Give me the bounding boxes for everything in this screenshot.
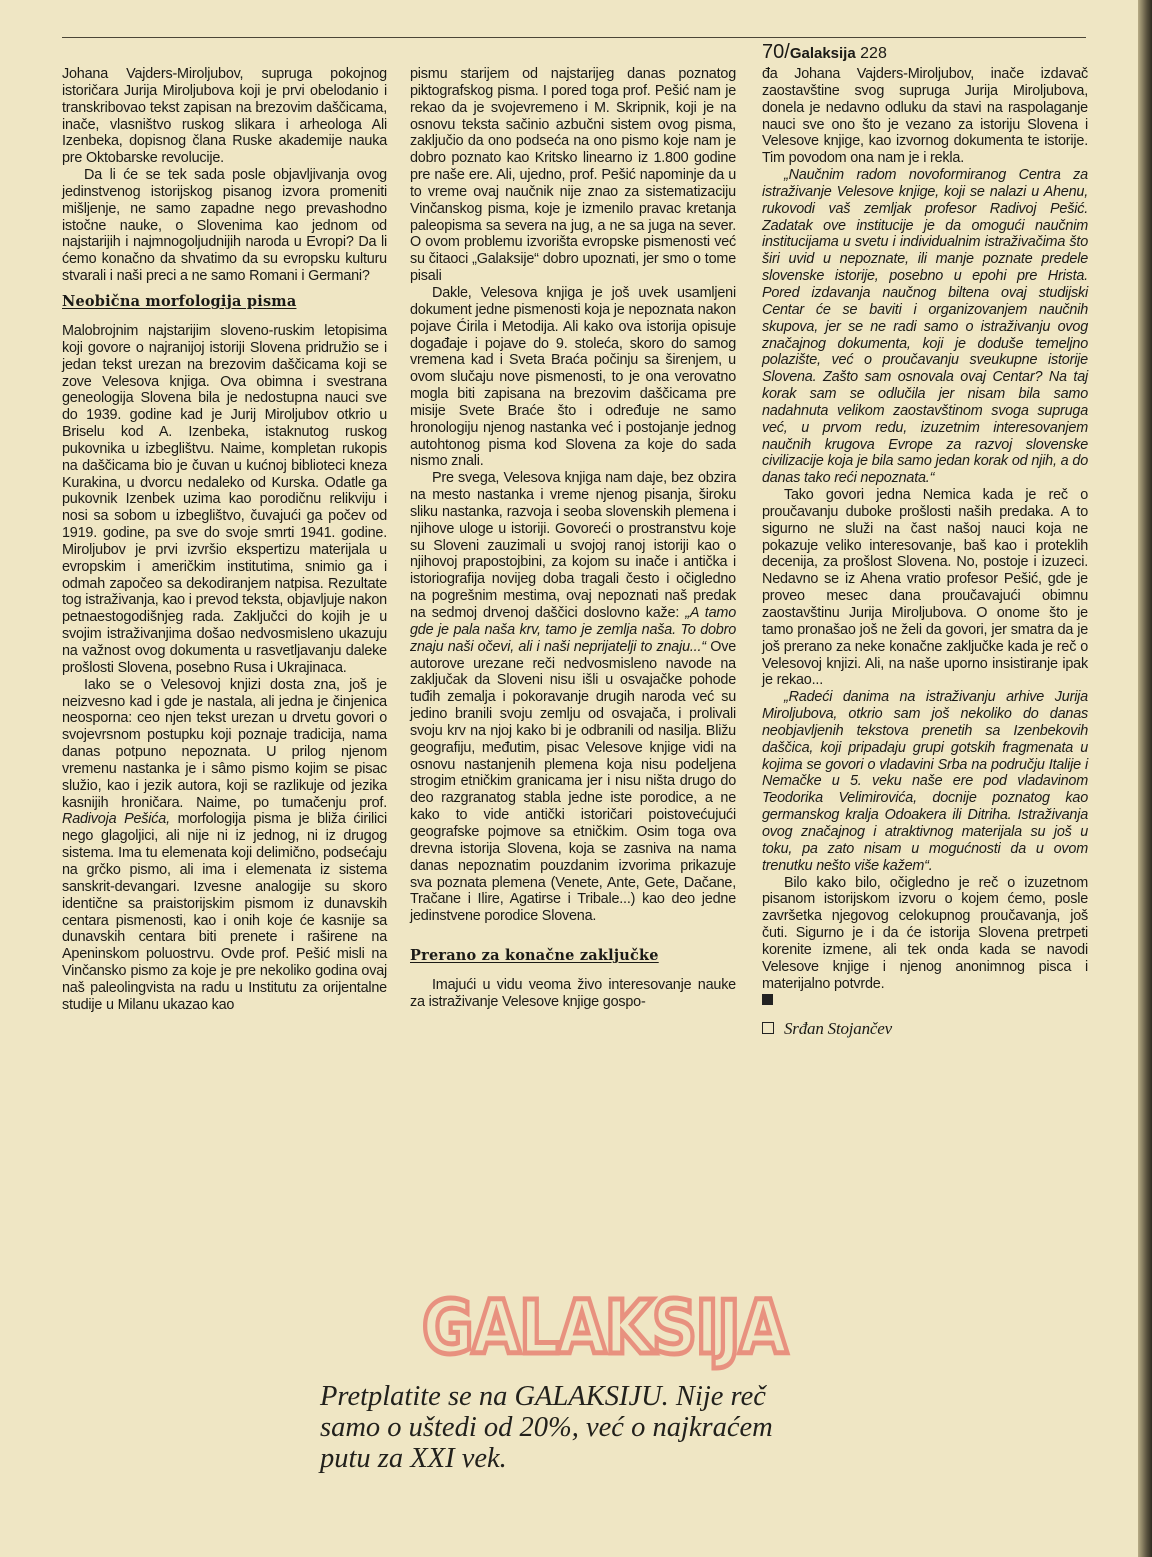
text-run: morfologija pisma je bliža ćirilici nego glagoljici, ali nije ni iz jednog, ni iz drugog sistema. Ima tu elemenata koji delimično, podsećaju na grčko pismo, ali ima i elemenata iz sistema sanskrit-devangari. Izvesne analogije su skoro identične sa praistorijskim pismom iz dunavskih centara pismenosti, kao i onih koje će kasnije sa dunavskih centara biti prenete i raširene na Apeninskom poluostrvu. Ovde prof. Pešić misli na Vinčansko pismo za koje je pre nekoliko godina ovaj naš paleolingvista na radu u Institutu za orijentalne studije u Milanu ukazao kao — [62, 811, 387, 1013]
text-run: Bilo kako bilo, očigledno je reč o izuzetnom pisanom istorijskom izvoru o kojem ćemo, posle završetka njegovog celokupnog proučavanja, još čuti. Sigurno je i da će istorija Slovena pretrpeti korenite izmene, ali tek onda kada se navodi Velesove knjige i njenog anonimnog pisca i materijalno potvrde. — [762, 874, 1088, 992]
section-heading: Neobična morfologija pisma — [62, 292, 297, 310]
paragraph: Tako govori jedna Nemica kada je reč o proučavanju duboke prošlosti naših predaka. A to sigurno ne služi na čast našoj nauci koja ne pokazuje veliko interesovanje, baš kao i proteklih decenija, za prošlost Slovena. No, postoje i izuzeci. Nedavno se iz Ahena vratio profesor Pešić, gde je proveo mesec dana proučavajući obimnu zaostavštinu Jurija Miroljubova. O onome što je tamo pronašao još ne želi da govori, jer smatra da je još prerano za neke konačne zaključke kada je reč o Velesovoj knjizi. Ali, na naše uporno insistiranje ipak je rekao... — [762, 487, 1088, 689]
galaksija-logo — [418, 1285, 790, 1371]
promo-line: putu za XXI vek. — [320, 1443, 507, 1474]
author-name: Srđan Stojančev — [784, 1019, 892, 1039]
paragraph — [62, 677, 387, 1014]
article-column-3 — [762, 66, 1088, 1039]
promo-line: Pretplatite se na GALAKSIJU. Nije reč — [320, 1381, 766, 1412]
paragraph — [762, 167, 1088, 487]
end-of-article-mark — [762, 994, 773, 1005]
subscription-promo — [320, 1381, 840, 1474]
article-column-2 — [410, 66, 736, 1011]
paragraph — [762, 875, 1088, 1010]
page-number: 70/ — [762, 41, 790, 63]
quote: „Radeći danima na istraživanju arhive Jurija Miroljubova, otkrio sam još nekoliko do danas neobjavljenih tekstova prenetih sa Izenbekovih daščica, koji pripadaju grupi gotskih fragmenata u kojima se govori o vladavini Srba na području Italije i Nemačke u 5. veku naše ere pod vladavinom Teodorika Velimirovića, docnije poznatog kao germanskog kralja Odoakera ili Ditriha. Istraživanja ovog značajnog i atraktivnog materijala su još u toku, pa zato nisam u mogućnosti da u ovom trenutku nešto više kažem“. — [762, 689, 1088, 874]
paragraph: Dakle, Velesova knjiga je još uvek usamljeni dokument jedne pismenosti koja je nepoznata nakon pojave Ćirila i Metodija. Ali kako ova istorija opisuje događaje i pojave do 9. stoleća, skoro do samog vremena kad i Sveta Braća počinju sa širenjem, u ovom slučaju nove pismenosti, to je ona verovatno mogla biti zapisana na brezovim daščicama pre misije Svete Braće što i određuje ne samo hronologiju njenog nastanka već i postojanje jednog autohtonog pisma kod Slovena za koje do sada nismo znali. — [410, 284, 736, 470]
top-rule — [62, 37, 1086, 38]
paragraph: Johana Vajders-Miroljubov, supruga pokojnog istoričara Jurija Miroljubova koji je prvi obelodanio i transkribovao tekst zapisan na brezovim daščicama, inače, vlasništvo ruskog slikara i arheologa Ali Izenbeka, dopisnog člana Ruske akademije nauka pre Oktobarske revolucije. — [62, 66, 387, 167]
quote: „Naučnim radom novoformiranog Centra za istraživanje Velesove knjige, koji se nalazi u Ahenu, rukovodi vaš zemljak profesor Radivoj Pešić. Zadatak ove institucije je da omogući naučnim institucijama u svetu i individualnim istraživačima što širi uvid u nepoznate, ili manje poznate predele slovenske istorije, posebno u epohi pre Hrista. Pored izdavanja naučnog biltena ovaj studijski Centar će se baviti i organizovanjem naučnih skupova, jer se ne radi samo o istraživanju ovog značajnog dokumenta, koji je doduše temeljno polazište, već o proučavanju sveukupne istorije Slovena. Zašto sam osnovala ovaj Centar? Na taj korak sam se odlučila jer nisam bila samo nadahnuta velikom zaostavštinom svoga supruga već, u prvom redu, izuzetnim interesovanjem naučnih krugova Evrope za razvoj slovenske civilizacije koja je bila samo jedan korak od njih, a do danas tako reći nepoznata.“ — [762, 167, 1088, 487]
issue-number: 228 — [860, 45, 887, 62]
page-header — [762, 41, 1088, 64]
paragraph: Malobrojnim najstarijim sloveno-ruskim letopisima koji govore o najranijoj istoriji Slovena pridružio se i jedan tekst urezan na brezovim daščicama koji se zove Velesova knjiga. Ova obimna i svestrana geneologija Slovena bila je nedostupna nauci sve do 1939. godine kad je Jurij Miroljubov otkrio u Briselu kod A. Izenbeka, istaknutog ruskog pukovnika u izbeglištvu. Naime, kompletan rukopis na daščicama bio je čuvan u kućnoj biblioteci kneza Kurakina, u dvorcu nedaleko od Kurska. Odatle ga pukovnik Izenbek uzima kao porodičnu relikviju i nosi sa sobom u izbeglištvo, čuvajući ga počev od 1919. godine, pa sve do svoje smrti 1941. godine. Miroljubov je prvi izvršio ekspertizu materijala u evropskim i američkim institutima, snimio ga i odmah započeo sa dekodiranjem natpisa. Rezultate tog istraživanja, kao i prevod teksta, objavljuje nakon petnaestogodišnjeg rada. Zaključci do kojih je u svojim istraživanjima došao nedvosmisleno ukazuju na važnost ovog dokumenta u rasvetljavanju daleke prošlosti Slovena, posebno Rusa i Ukrajinaca. — [62, 322, 387, 676]
square-bullet-icon — [762, 1022, 774, 1034]
paragraph — [762, 689, 1088, 874]
quote: „A tamo gde je pala naša krv, tamo je zemlja naša. To dobro znaju naši očevi, ali i naši neprijatelji to znaju...“ — [410, 605, 736, 655]
magazine-name: Galaksija — [789, 45, 856, 62]
paragraph: đa Johana Vajders-Miroljubov, inače izdavač zaostavštine svog supruga Jurija Miroljubova, donela je nedavno odluku da stavi na raspolaganje nauci sve ono što je vezano za istoriju Slovena i Velesove knjige, kao izvornog dokumenta te istorije. Tim povodom ona nam je i rekla. — [762, 66, 1088, 167]
paragraph: pismu starijem od najstarijeg danas poznatog piktografskog pisma. I pored toga prof. Pešić nam je rekao da je svojevremeno i M. Skripnik, koji je na osnovu teksta sačinio azbučni sistem ovog pisma, zaključio da ono podseća na ono pismo koje nam je dobro poznato kao Kritsko linearno iz 1.800 godine pre naše ere. Ali, ujedno, prof. Pešić napominje da u to vreme ovaj naučnik nije znao za sistematizaciju Vinčanskog pisma, koje je izmenilo pravac kretanja paleopisma sa severa na jug, a ne sa juga na sever. O ovom problemu izvorišta evropske pismenosti već su čitaoci „Galaksije“ dobro upoznati, jer smo o tome pisali — [410, 66, 736, 285]
paragraph: Da li će se tek sada posle objavljivanja ovog jedinstvenog istorijskog pisanog izvora promeniti mišljenje, ne samo zapadne nego prevashodno istočne nauke, o Slovenima kao jednom od najstarijih i najmnogoljudnijih naroda u Evropi? Da li ćemo konačno da shvatimo da su evropsku kulturu stvarali i naši preci a ne samo Romani i Germani? — [62, 167, 387, 285]
article-column-1 — [62, 66, 387, 1014]
text-run: Iako se o Velesovoj knjizi dosta zna, još je neizvesno kad i gde je nastala, ali jedna je činjenica neosporna: ceo njen tekst urezan u drvetu govori o svojevrsnom postupku koji poznaje tradicija, nama danas potpuno nepoznata. U prilog njenom vremenu nastanka je i sâmo pismo kojim se pisac služio, kao i jezik autora, koji se razlikuje od jezika kasnijih hroničara. Naime, po tumačenju prof. — [62, 676, 387, 811]
logo-wordmark: GALAKSIJA — [422, 1285, 788, 1371]
page-edge-shadow — [1138, 0, 1152, 1557]
author-signature — [762, 1019, 1088, 1039]
promo-line: samo o uštedi od 20%, već o najkraćem — [320, 1412, 773, 1443]
section-heading: Prerano za konačne zaključke — [410, 947, 659, 965]
text-run: Ove autorove urezane reči nedvosmisleno navode na zaključak da Sloveni nisu išli u osvajačke pohode tuđih zemalja i pokoravanje drugih naroda već su jedino branili svoju zemlju od osvajača, i prolivali svoju krv na njoj kako bi je odbranili od nasilja. Bližu geografiju, međutim, pisac Velesove knjige vidi na osnovu nastanjenih plemena koja nisu podeljena strogim etničkim granicama jer i nisu ništa drugo do deo razgranatog stabla jedne iste porodice, a ne kako to vide antički istoričari poistovećujući geografske pojmove sa etničkim. Osim toga ova drevna istorija Slovena, koja se zasniva na nama danas nepoznatim pouzdanim izvorima prikazuje sva poznata plemena (Venete, Ante, Gete, Dačane, Tračane i Ilire, Agatirse i Tribale...) kao deo jedne jedinstvene porodice Slovena. — [410, 638, 737, 925]
paragraph: Imajući u vidu veoma živo interesovanje nauke za istraživanje Velesove knjige gospo- — [410, 977, 736, 1010]
emphasized-name: Radivoja Pešića, — [62, 811, 170, 828]
paragraph — [410, 470, 736, 925]
text-run: Pre svega, Velesova knjiga nam daje, bez obzira na mesto nastanka i vreme njenog pisanja, široku sliku nastanka, razvoja i seoba slovenskih plemena i njihove uloge u istoriji. Govoreći o prostranstvu koje su Sloveni zauzimali u svojoj ranoj istoriji kao o njihovoj prapostojbini, za kojom su inače i antička i istoriografija novijeg doba tragali često i očigledno na pogrešnim mestima, ovaj nepoznati naš predak na sedmoj drvenoj daščici doslovno kaže: — [410, 470, 736, 621]
